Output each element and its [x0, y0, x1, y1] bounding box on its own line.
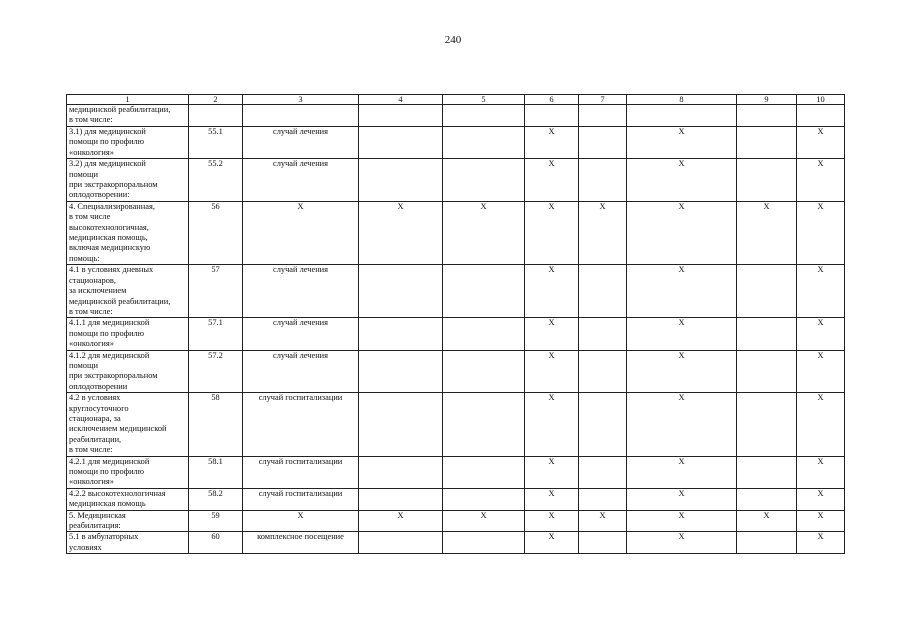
table-cell: Х — [627, 393, 737, 456]
table-cell: Х — [443, 510, 525, 532]
table-cell: Х — [443, 201, 525, 264]
table-cell: Х — [525, 265, 579, 318]
table-row — [67, 488, 845, 510]
table-cell — [359, 456, 443, 488]
row-label-cell: 4. Специализированная, в том числе высокотехнологичная, медицинская помощь, включая медицинскую помощь: — [67, 201, 189, 264]
table-cell — [737, 318, 797, 350]
table-cell: Х — [359, 510, 443, 532]
table-cell: Х — [797, 265, 845, 318]
table-cell: Х — [525, 488, 579, 510]
header-cell: 7 — [579, 95, 627, 105]
data-table — [66, 94, 845, 554]
table-cell — [579, 127, 627, 159]
table-cell — [579, 159, 627, 202]
table-cell: Х — [525, 393, 579, 456]
table-cell: Х — [579, 510, 627, 532]
table-cell: 57.2 — [189, 350, 243, 393]
table-cell — [443, 488, 525, 510]
table-cell — [359, 265, 443, 318]
table-cell — [579, 350, 627, 393]
table-cell: Х — [627, 488, 737, 510]
table-cell: Х — [797, 488, 845, 510]
table-cell — [579, 488, 627, 510]
header-cell: 10 — [797, 95, 845, 105]
table-cell — [737, 105, 797, 127]
table-row — [67, 510, 845, 532]
table-cell: Х — [737, 201, 797, 264]
row-label-cell: 4.1.1 для медицинской помощи по профилю «онкология» — [67, 318, 189, 350]
table-cell: Х — [797, 127, 845, 159]
table-cell: Х — [797, 318, 845, 350]
table-cell: Х — [525, 456, 579, 488]
table-cell — [525, 105, 579, 127]
header-cell: 9 — [737, 95, 797, 105]
table-cell: случай госпитализации — [243, 393, 359, 456]
header-cell: 3 — [243, 95, 359, 105]
table-cell: 55.1 — [189, 127, 243, 159]
table-cell — [737, 127, 797, 159]
table-row — [67, 456, 845, 488]
table-cell: Х — [525, 318, 579, 350]
table-cell — [737, 350, 797, 393]
table-cell: Х — [525, 532, 579, 554]
table-cell: Х — [627, 532, 737, 554]
table-cell — [579, 532, 627, 554]
row-label-cell: 3.1) для медицинской помощи по профилю «онкология» — [67, 127, 189, 159]
row-label-cell: 4.2.1 для медицинской помощи по профилю «онкология» — [67, 456, 189, 488]
table-cell: Х — [797, 201, 845, 264]
table-cell — [359, 532, 443, 554]
table-row — [67, 105, 845, 127]
table-cell — [443, 393, 525, 456]
table-cell — [737, 488, 797, 510]
table-cell — [443, 350, 525, 393]
header-cell: 6 — [525, 95, 579, 105]
table-row — [67, 127, 845, 159]
table-cell — [579, 456, 627, 488]
table-cell: случай лечения — [243, 318, 359, 350]
table-cell — [359, 105, 443, 127]
table-cell: 55.2 — [189, 159, 243, 202]
table-cell: Х — [359, 201, 443, 264]
table-cell: комплексное посещение — [243, 532, 359, 554]
table-cell: Х — [627, 159, 737, 202]
table-cell: Х — [797, 456, 845, 488]
table-cell: Х — [627, 456, 737, 488]
table-cell: Х — [243, 510, 359, 532]
row-label-cell: 4.2 в условиях круглосуточного стационара, за исключением медицинской реабилитации, в том числе: — [67, 393, 189, 456]
table-cell: случай госпитализации — [243, 456, 359, 488]
header-cell: 1 — [67, 95, 189, 105]
table-cell: Х — [627, 350, 737, 393]
table-cell: 58.2 — [189, 488, 243, 510]
table-cell — [443, 127, 525, 159]
table-cell: Х — [525, 201, 579, 264]
table-row — [67, 201, 845, 264]
table-cell: 56 — [189, 201, 243, 264]
table-cell — [359, 318, 443, 350]
table-cell — [359, 393, 443, 456]
table-cell: 57 — [189, 265, 243, 318]
table-cell: Х — [525, 127, 579, 159]
table-cell — [243, 105, 359, 127]
header-cell: 2 — [189, 95, 243, 105]
table-cell — [443, 159, 525, 202]
table-cell — [443, 105, 525, 127]
table-cell — [737, 265, 797, 318]
header-cell: 4 — [359, 95, 443, 105]
table-cell — [443, 318, 525, 350]
table-cell: случай лечения — [243, 127, 359, 159]
table-cell: 58 — [189, 393, 243, 456]
table-cell — [189, 105, 243, 127]
table-cell — [443, 265, 525, 318]
table-row — [67, 159, 845, 202]
table-cell: Х — [525, 510, 579, 532]
table-cell: Х — [797, 510, 845, 532]
table-cell: случай лечения — [243, 265, 359, 318]
table-cell: случай лечения — [243, 350, 359, 393]
table-row — [67, 265, 845, 318]
table-cell — [797, 105, 845, 127]
table-cell — [737, 159, 797, 202]
table-cell — [579, 105, 627, 127]
table-cell: 60 — [189, 532, 243, 554]
table-cell: Х — [627, 510, 737, 532]
table-cell: Х — [797, 393, 845, 456]
table-row — [67, 350, 845, 393]
row-label-cell: 4.2.2 высокотехнологичная медицинская помощь — [67, 488, 189, 510]
table-cell: 58.1 — [189, 456, 243, 488]
table-cell: случай госпитализации — [243, 488, 359, 510]
table-cell: Х — [797, 159, 845, 202]
table-cell: Х — [243, 201, 359, 264]
header-cell: 8 — [627, 95, 737, 105]
page-number: 240 — [444, 34, 462, 46]
table-cell — [443, 456, 525, 488]
row-label-cell: 3.2) для медицинской помощи при экстракорпоральном оплодотворении: — [67, 159, 189, 202]
table-cell: Х — [627, 201, 737, 264]
table-cell: Х — [627, 127, 737, 159]
header-cell: 5 — [443, 95, 525, 105]
table-row — [67, 532, 845, 554]
table-cell: Х — [525, 159, 579, 202]
row-label-cell: 5.1 в амбулаторных условиях — [67, 532, 189, 554]
table-cell: Х — [797, 532, 845, 554]
table-cell — [579, 265, 627, 318]
row-label-cell: 4.1 в условиях дневных стационаров, за исключением медицинской реабилитации, в том числе: — [67, 265, 189, 318]
table-cell — [737, 532, 797, 554]
table-cell: 57.1 — [189, 318, 243, 350]
table-cell: Х — [525, 350, 579, 393]
table-cell — [579, 393, 627, 456]
table-cell — [359, 350, 443, 393]
table-cell: 59 — [189, 510, 243, 532]
table-cell: Х — [627, 318, 737, 350]
table-body — [67, 105, 845, 554]
table-cell — [737, 456, 797, 488]
table-cell — [359, 488, 443, 510]
row-label-cell: 4.1.2 для медицинской помощи при экстракорпоральном оплодотворении — [67, 350, 189, 393]
table-row — [67, 318, 845, 350]
table-cell — [579, 318, 627, 350]
table-cell: Х — [627, 265, 737, 318]
table-cell — [359, 159, 443, 202]
row-label-cell: 5. Медицинская реабилитация: — [67, 510, 189, 532]
table-row — [67, 393, 845, 456]
row-label-cell: медицинской реабилитации, в том числе: — [67, 105, 189, 127]
table-cell: Х — [737, 510, 797, 532]
table-cell — [737, 393, 797, 456]
table-cell — [627, 105, 737, 127]
table-cell — [443, 532, 525, 554]
table-cell: случай лечения — [243, 159, 359, 202]
table-cell: Х — [579, 201, 627, 264]
table-cell: Х — [797, 350, 845, 393]
header-row — [67, 95, 845, 105]
table-cell — [359, 127, 443, 159]
